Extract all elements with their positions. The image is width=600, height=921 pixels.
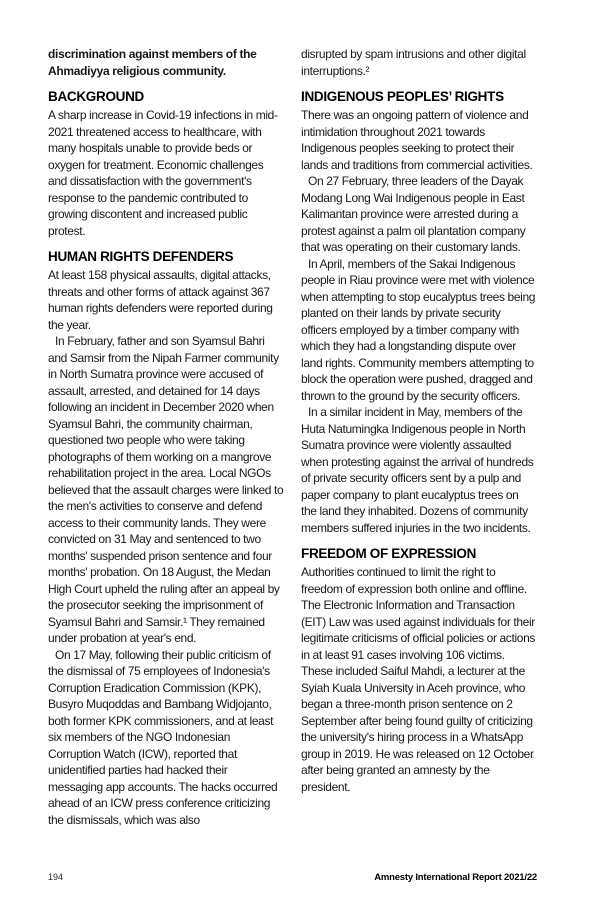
page-footer [48, 872, 537, 883]
paragraph: On 17 May, following their public criticism of the dismissal of 75 employees of Indonesia's Corruption Eradication Commission (KPK), Busyro Muqoddas and Bambang Widjojanto, both former KPK commissioners, and at least six members of the NGO Indonesian Corruption Watch (ICW), reported that unidentified parties had hacked their messaging app accounts. The hacks occurred ahead of an ICW press conference criticizing the dismissals, which was also [48, 647, 278, 827]
paragraph: In February, father and son Syamsul Bahri and Samsir from the Nipah Farmer community in North Sumatra province were accused of assault, arrested, and detained for 14 days following an incident in December 2020 when Syamsul Bahri, the community chairman, questioned two people who were taking photographs of them working on a mangrove rehabilitation project in the area. Local NGOs believed that the assault charges were linked to the men's activities to conserve and defend access to their community lands. They were convicted on 31 May and sentenced to two months' suspended prison sentence and four months' probation. On 18 August, the Medan High Court upheld the ruling after an appeal by the prosecutor seeking the imprisonment of Syamsul Bahri and Samsir.¹ They remained under probation at year's end. [48, 334, 284, 645]
paragraph: Authorities continued to limit the right to freedom of expression both online and offline. The Electronic Information and Transaction (EIT) Law was used against individuals for their legitimate criticisms of official policies or actions in at least 91 cases involving 106 victims. These included Saiful Mahdi, a lecturer at the Syiah Kuala University in Aceh province, who began a three-month prison sentence on 2 September after being found guilty of criticizing the university's hiring process in a WhatsApp group in 2019. He was released on 12 October after being granted an amnesty by the president. [301, 565, 536, 794]
section-heading-background: BACKGROUND [48, 89, 144, 104]
two-column-text-layout [48, 46, 537, 828]
right-column [301, 46, 537, 828]
paragraph: In a similar incident in May, members of the Huta Natumingka Indigenous people in North Sumatra province were violently assaulted when protesting against the arrival of hundreds of private security officers sent by a pulp and paper company to plant eucalyptus trees on the land they inhabited. Dozens of community members suffered injuries in the two incidents. [301, 405, 534, 535]
paragraph: A sharp increase in Covid-19 infections in mid-2021 threatened access to healthcare, with many hospitals unable to provide beds or oxygen for treatment. Economic challenges and dissatisfaction with the government's response to the pandemic contributed to growing discontent and increased public protest. [48, 108, 278, 238]
page-number: 194 [48, 872, 64, 882]
paragraph: At least 158 physical assaults, digital attacks, threats and other forms of attack against 367 human rights defenders were reported during the year. [48, 268, 273, 332]
report-title: Amnesty International Report 2021/22 [374, 872, 537, 883]
section-heading-human-rights-defenders: HUMAN RIGHTS DEFENDERS [48, 249, 234, 264]
paragraph: On 27 February, three leaders of the Dayak Modang Long Wai Indigenous people in East Kalimantan province were arrested during a protest against a palm oil plantation company that was operating on their customary lands. [301, 174, 526, 254]
section-heading-indigenous-peoples-rights: INDIGENOUS PEOPLES’ RIGHTS [301, 89, 504, 104]
section-heading-freedom-of-expression: FREEDOM OF EXPRESSION [301, 546, 477, 561]
paragraph: There was an ongoing pattern of violence and intimidation throughout 2021 towards Indigenous peoples seeking to protect their lands and traditions from commercial activities. [301, 108, 533, 172]
paragraph: In April, members of the Sakai Indigenous people in Riau province were met with violence when attempting to stop eucalyptus trees being planted on their lands by private security officers employed by a timber company with which they had a longstanding dispute over land rights. Community members attempting to block the operation were pushed, dragged and thrown to the ground by the security officers. [301, 256, 536, 403]
continuation-paragraph: disrupted by spam intrusions and other digital interruptions.² [301, 47, 526, 78]
left-column [48, 46, 284, 828]
intro-continuation-paragraph: discrimination against members of the Ahmadiyya religious community. [48, 47, 257, 78]
